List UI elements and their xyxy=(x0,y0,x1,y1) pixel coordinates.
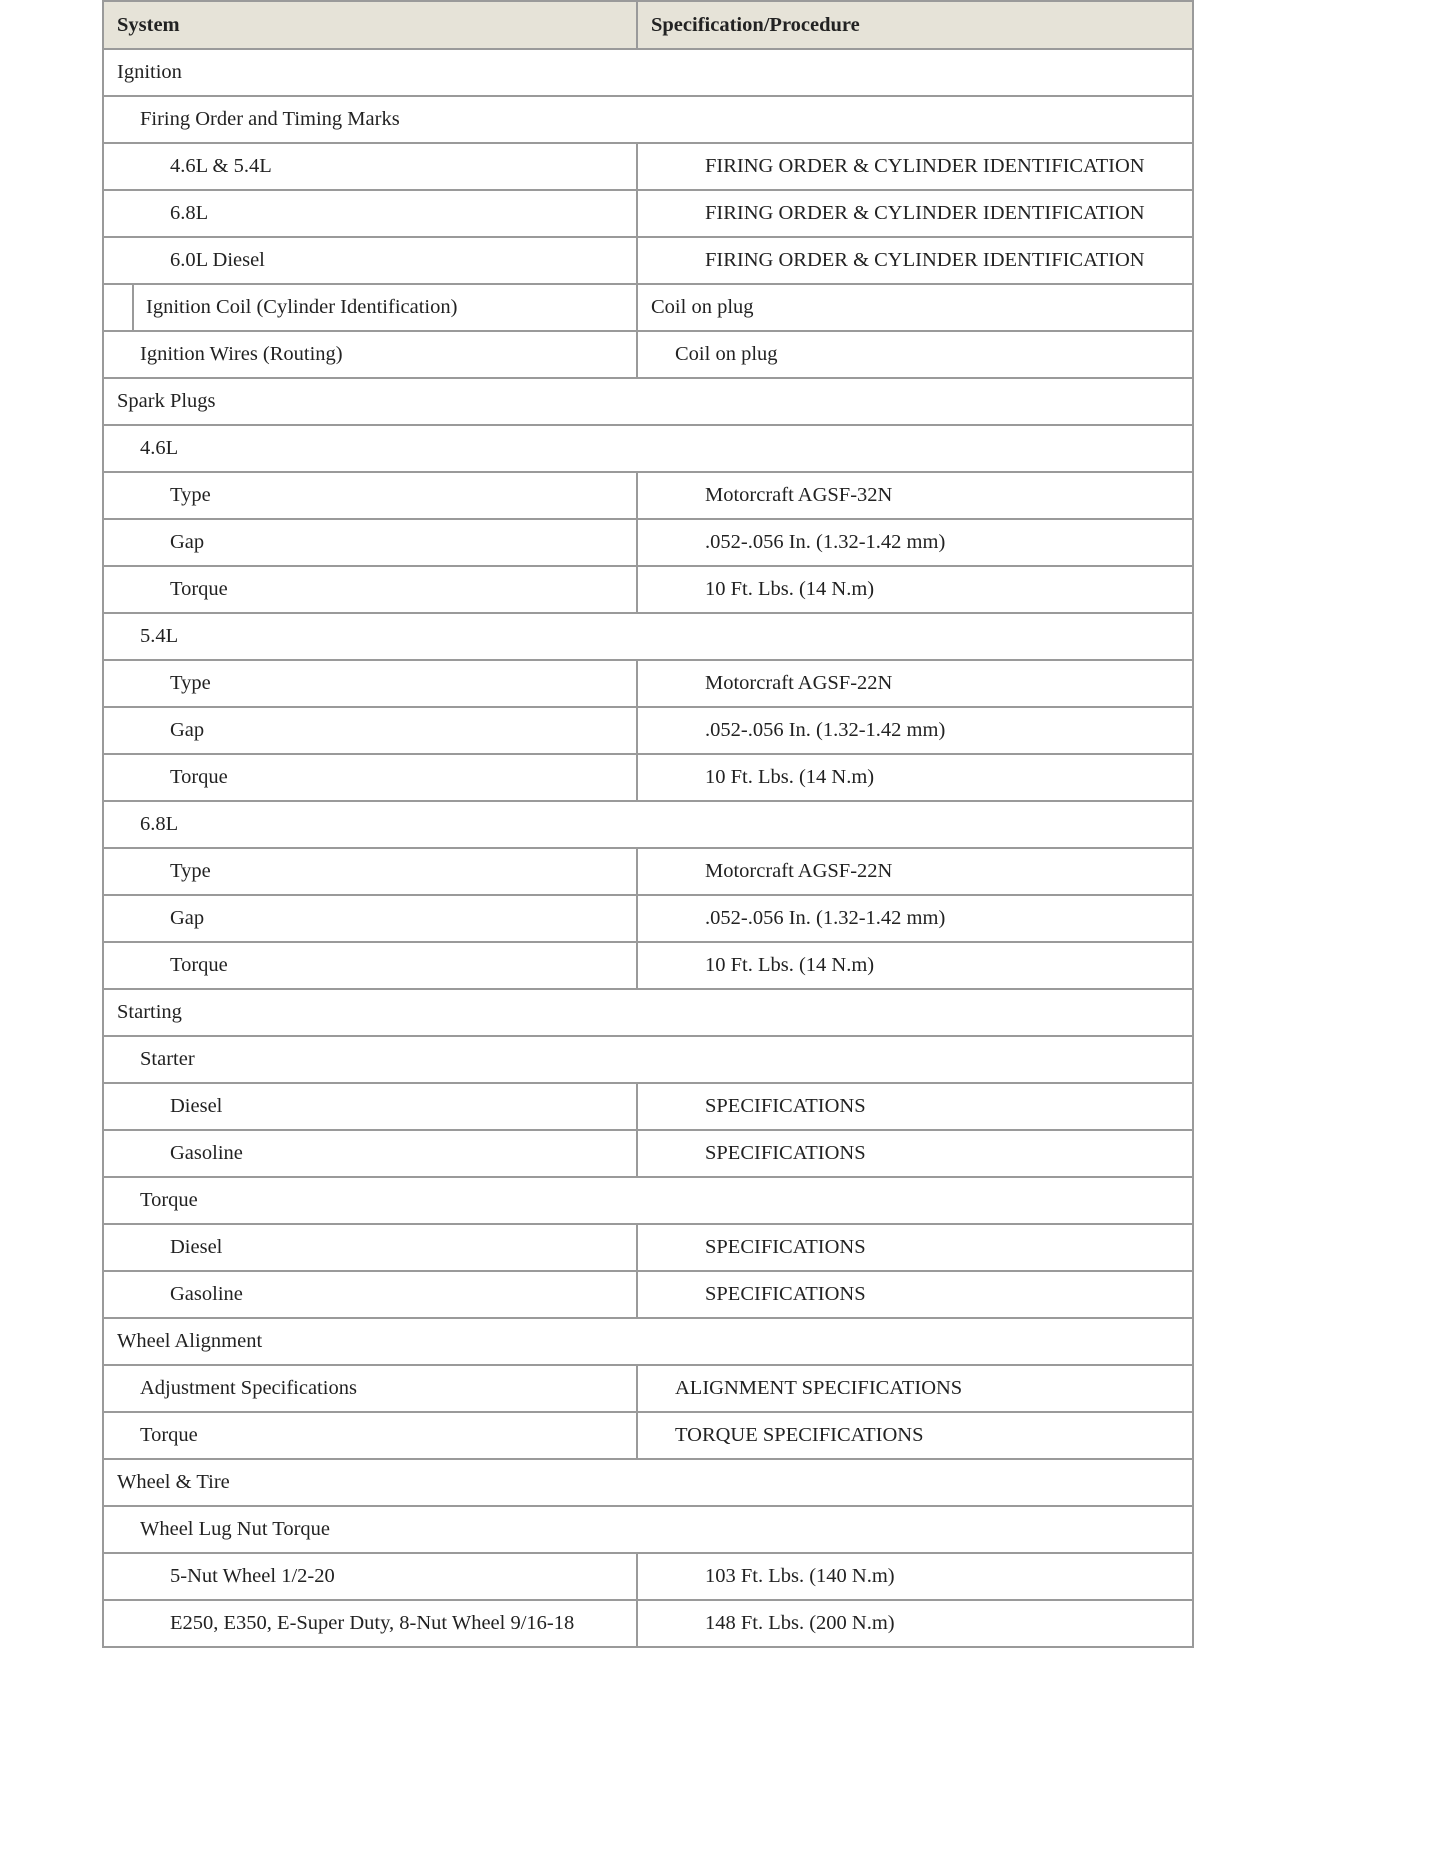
indent-stub xyxy=(104,285,134,330)
system-cell: E250, E350, E-Super Duty, 8-Nut Wheel 9/16-18 xyxy=(103,1600,637,1647)
spec-cell: 10 Ft. Lbs. (14 N.m) xyxy=(637,754,1193,801)
section-label: Spark Plugs xyxy=(103,378,1193,425)
subsection-row xyxy=(103,1177,1193,1224)
table-row xyxy=(103,754,1193,801)
system-cell: Gap xyxy=(103,707,637,754)
table-row xyxy=(103,143,1193,190)
subsection-label: Wheel Lug Nut Torque xyxy=(103,1506,1193,1553)
spec-cell: 148 Ft. Lbs. (200 N.m) xyxy=(637,1600,1193,1647)
section-label: Wheel Alignment xyxy=(103,1318,1193,1365)
system-cell: Gap xyxy=(103,519,637,566)
system-cell: Gap xyxy=(103,895,637,942)
system-cell: Ignition Wires (Routing) xyxy=(103,331,637,378)
spec-cell: FIRING ORDER & CYLINDER IDENTIFICATION xyxy=(637,237,1193,284)
spec-cell: 10 Ft. Lbs. (14 N.m) xyxy=(637,942,1193,989)
table-row xyxy=(103,190,1193,237)
spec-cell: Motorcraft AGSF-22N xyxy=(637,660,1193,707)
table-row xyxy=(103,1553,1193,1600)
subsection-row xyxy=(103,801,1193,848)
header-row xyxy=(103,1,1193,49)
spec-cell: Motorcraft AGSF-32N xyxy=(637,472,1193,519)
system-cell: 5-Nut Wheel 1/2-20 xyxy=(103,1553,637,1600)
table-row xyxy=(103,1083,1193,1130)
table-row xyxy=(103,942,1193,989)
spec-cell: 10 Ft. Lbs. (14 N.m) xyxy=(637,566,1193,613)
subsection-row xyxy=(103,1036,1193,1083)
table-row xyxy=(103,660,1193,707)
system-cell: Diesel xyxy=(103,1083,637,1130)
subsection-row xyxy=(103,613,1193,660)
table-row xyxy=(103,284,1193,331)
system-cell: Torque xyxy=(103,942,637,989)
system-cell: Type xyxy=(103,660,637,707)
spec-cell: Motorcraft AGSF-22N xyxy=(637,848,1193,895)
spec-cell: SPECIFICATIONS xyxy=(637,1271,1193,1318)
system-cell: 6.0L Diesel xyxy=(103,237,637,284)
spec-cell: ALIGNMENT SPECIFICATIONS xyxy=(637,1365,1193,1412)
system-cell: Gasoline xyxy=(103,1130,637,1177)
table-row xyxy=(103,1130,1193,1177)
section-label: Starting xyxy=(103,989,1193,1036)
system-cell: Type xyxy=(103,848,637,895)
spec-cell: .052-.056 In. (1.32-1.42 mm) xyxy=(637,707,1193,754)
subsection-label: 5.4L xyxy=(103,613,1193,660)
system-cell: 4.6L & 5.4L xyxy=(103,143,637,190)
table-row xyxy=(103,707,1193,754)
header-spec: Specification/Procedure xyxy=(637,1,1193,49)
table-row xyxy=(103,848,1193,895)
spec-cell: 103 Ft. Lbs. (140 N.m) xyxy=(637,1553,1193,1600)
section-row xyxy=(103,1318,1193,1365)
system-cell: Torque xyxy=(103,1412,637,1459)
subsection-label: Starter xyxy=(103,1036,1193,1083)
subsection-label: Firing Order and Timing Marks xyxy=(103,96,1193,143)
system-cell: Diesel xyxy=(103,1224,637,1271)
section-label: Wheel & Tire xyxy=(103,1459,1193,1506)
subsection-label: Torque xyxy=(103,1177,1193,1224)
table-row xyxy=(103,1271,1193,1318)
table-row xyxy=(103,566,1193,613)
system-cell xyxy=(103,284,637,331)
section-row xyxy=(103,989,1193,1036)
system-cell-label: Ignition Coil (Cylinder Identification) xyxy=(146,296,458,318)
section-row xyxy=(103,378,1193,425)
table-row xyxy=(103,1224,1193,1271)
subsection-label: 6.8L xyxy=(103,801,1193,848)
spec-cell: Coil on plug xyxy=(637,284,1193,331)
spec-cell: Coil on plug xyxy=(637,331,1193,378)
table-row xyxy=(103,519,1193,566)
system-cell: 6.8L xyxy=(103,190,637,237)
system-cell: Torque xyxy=(103,566,637,613)
table-row xyxy=(103,237,1193,284)
table-row xyxy=(103,1600,1193,1647)
header-system: System xyxy=(103,1,637,49)
system-cell: Torque xyxy=(103,754,637,801)
subsection-row xyxy=(103,1506,1193,1553)
system-cell: Type xyxy=(103,472,637,519)
subsection-row xyxy=(103,425,1193,472)
spec-cell: FIRING ORDER & CYLINDER IDENTIFICATION xyxy=(637,190,1193,237)
table-row xyxy=(103,895,1193,942)
spec-cell: .052-.056 In. (1.32-1.42 mm) xyxy=(637,895,1193,942)
spec-cell: .052-.056 In. (1.32-1.42 mm) xyxy=(637,519,1193,566)
spec-cell: SPECIFICATIONS xyxy=(637,1130,1193,1177)
spec-cell: SPECIFICATIONS xyxy=(637,1083,1193,1130)
system-cell: Adjustment Specifications xyxy=(103,1365,637,1412)
table-row xyxy=(103,1365,1193,1412)
spec-cell: FIRING ORDER & CYLINDER IDENTIFICATION xyxy=(637,143,1193,190)
spec-cell: TORQUE SPECIFICATIONS xyxy=(637,1412,1193,1459)
table-row xyxy=(103,1412,1193,1459)
spec-table xyxy=(102,0,1194,1648)
section-row xyxy=(103,1459,1193,1506)
section-row xyxy=(103,49,1193,96)
spec-cell: SPECIFICATIONS xyxy=(637,1224,1193,1271)
section-label: Ignition xyxy=(103,49,1193,96)
subsection-label: 4.6L xyxy=(103,425,1193,472)
subsection-row xyxy=(103,96,1193,143)
system-cell: Gasoline xyxy=(103,1271,637,1318)
table-row xyxy=(103,472,1193,519)
table-row xyxy=(103,331,1193,378)
